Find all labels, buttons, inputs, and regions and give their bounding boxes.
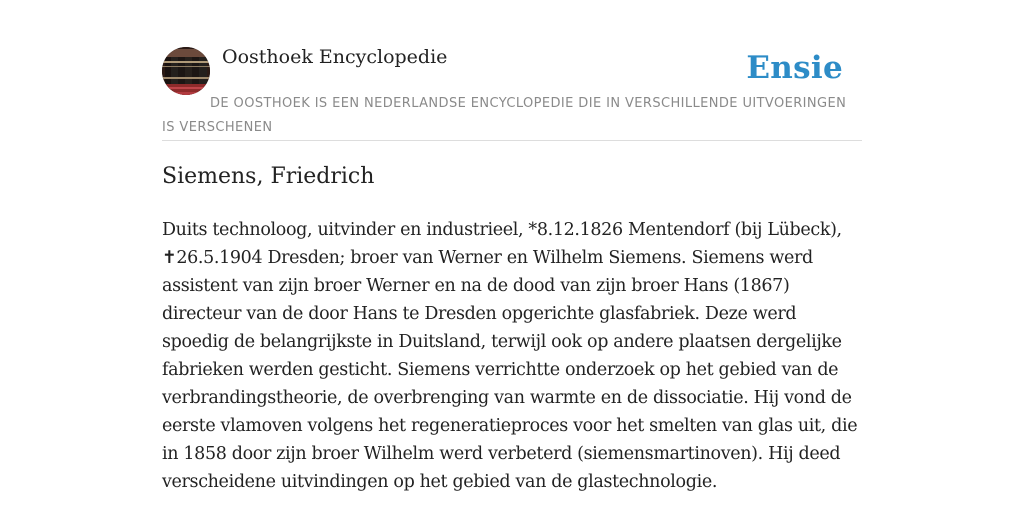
article-title: Siemens, Friedrich [162, 164, 375, 189]
ensie-logo[interactable]: Ensie [746, 50, 843, 86]
encyclopedia-books-icon [162, 47, 210, 95]
source-header [162, 44, 862, 141]
source-name-link[interactable]: Oosthoek Encyclopedie [222, 46, 448, 68]
page [162, 44, 862, 492]
source-avatar[interactable] [162, 47, 210, 95]
article-body: Duits technoloog, uitvinder en industrieel, *8.12.1826 Mentendorf (bij Lübeck), ✝26.5.1904 Dresden; broer van Werner en Wilhelm Siemens. Siemens werd assistent van zijn broer Werner en na de dood van zijn broer Hans (1867) directeur van de door Hans te Dresden opgerichte glasfabriek. Deze werd spoedig de belangrijkste in Duitsland, terwijl ook op andere plaatsen dergelijke fabrieken werden gesticht. Siemens verrichtte onderzoek op het gebied van de verbrandingstheorie, de overbrenging van warmte en de dissociatie. Hij vond de eerste vlamoven volgens het regeneratieproces voor het smelten van glas uit, die in 1858 door zijn broer Wilhelm werd verbeterd (siemensmartinoven). Hij deed verscheidene uitvindingen op het gebied van de glastechnologie. [162, 220, 858, 492]
source-tagline: DE OOSTHOEK IS EEN NEDERLANDSE ENCYCLOPEDIE DIE IN VERSCHILLENDE UITVOERINGEN IS VERSCHENEN [162, 96, 847, 135]
